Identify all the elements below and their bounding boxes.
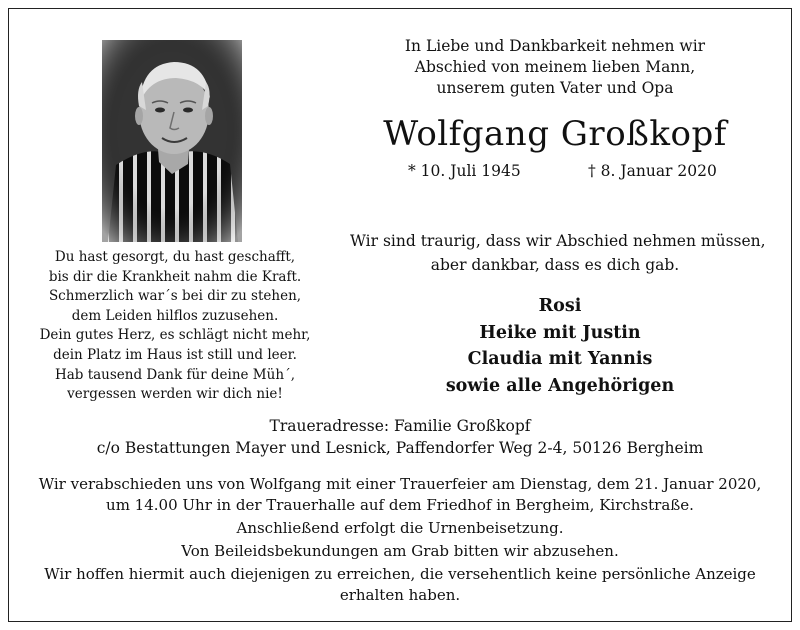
funeral-announcement [30,474,770,608]
family-member: Claudia mit Yannis [467,349,653,369]
birth-date: * 10. Juli 1945 [408,162,521,180]
sad-message [350,229,766,277]
urn-info [30,518,770,539]
death-date: † 8. Januar 2020 [588,162,717,180]
portrait-photo [102,40,242,242]
poem-line: Schmerzlich war´s bei dir zu stehen, [48,288,302,305]
intro-line: unserem guten Vater und Opa [436,79,674,97]
reach-line: erhalten haben. [339,585,461,604]
condolence-info [30,541,770,562]
mourning-address [90,415,710,459]
family-member: Rosi [538,296,582,316]
poem-line: vergessen werden wir dich nie! [67,386,283,403]
poem-line: bis dir die Krankheit nahm die Kraft. [48,268,302,285]
deceased-name: Wolfgang Großkopf [383,114,727,154]
family-member: sowie alle Angehörigen [445,375,675,396]
urn-line: Anschließend erfolgt die Urnenbeisetzung. [236,518,564,537]
poem-line: dem Leiden hilflos zuzusehen. [71,307,279,324]
reach-line: Wir hoffen hiermit auch diejenigen zu erreichen, die versehentlich keine persönliche Anzeige [44,565,756,584]
intro-line: In Liebe und Dankbarkeit nehmen wir [404,37,706,55]
address-line: c/o Bestattungen Mayer und Lesnick, Paffendorfer Weg 2-4, 50126 Bergheim [96,439,704,457]
sad-message-line: aber dankbar, dass es dich gab. [430,256,680,274]
poem-line: Du hast gesorgt, du hast geschafft, [54,249,296,265]
ceremony-info [30,474,770,515]
portrait-image [102,40,242,242]
intro-line: Abschied von meinem lieben Mann, [414,58,696,76]
ceremony-line: um 14.00 Uhr in der Trauerhalle auf dem Friedhof in Bergheim, Kirchstraße. [106,495,694,514]
intro-text [370,36,740,99]
family-member: Heike mit Justin [479,322,641,343]
poem-line: dein Platz im Haus ist still und leer. [53,346,297,363]
poem [20,248,330,405]
sad-message-line: Wir sind traurig, dass wir Abschied nehmen müssen, [350,232,766,250]
poem-line: Hab tausend Dank für deine Müh´, [54,366,296,383]
reach-info [30,564,770,605]
family-signatories [370,293,750,399]
ceremony-line: Wir verabschieden uns von Wolfgang mit einer Trauerfeier am Dienstag, dem 21. Januar 2020, [38,475,762,493]
poem-line: Dein gutes Herz, es schlägt nicht mehr, [39,327,311,344]
address-line: Traueradresse: Familie Großkopf [269,417,531,435]
condolence-line: Von Beileidsbekundungen am Grab bitten wir abzusehen. [181,541,619,560]
